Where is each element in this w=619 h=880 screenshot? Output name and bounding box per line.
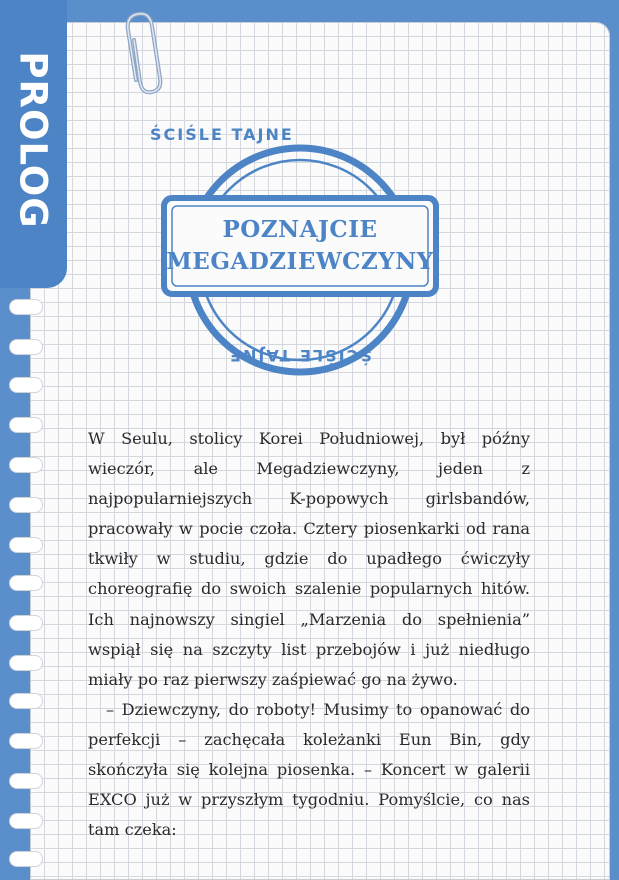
chapter-label: PROLOG xyxy=(11,51,55,229)
binder-hole xyxy=(10,300,42,314)
binder-hole xyxy=(10,616,42,630)
binder-hole xyxy=(10,576,42,590)
binder-hole xyxy=(10,734,42,748)
story-text xyxy=(88,424,530,845)
paragraph: W Seulu, stolicy Korei Południowej, był późny wieczór, ale Megadziewczyny, jeden z najpopularniejszych K-popowych girlsbandów, pracowały w pocie czoła. Cztery piosenkarki od rana tkwiły w studiu, gdzie do upadłego ćwiczyły choreografię do swoich szalenie popularnych hitów. Ich najnowszy singiel „Marzenia do spełnienia” wspiął się na szczyty list przebojów i już niedługo miały po raz pierwszy zaśpiewać go na żywo. xyxy=(88,429,530,689)
stamp-title-line2: MEGADZIEWCZYNY xyxy=(166,248,434,275)
binder-hole xyxy=(10,814,42,828)
stamp-ring-text-bottom: ŚCIŚLE TAJNE xyxy=(228,346,372,365)
binder-hole xyxy=(10,498,42,512)
chapter-tab xyxy=(0,0,67,288)
binder-hole xyxy=(10,378,42,392)
paragraph: – Dziewczyny, do roboty! Musimy to opanować do perfekcji – zachęcała koleżanki Eun Bin, gdy skończyła się kolejna piosenka. – Koncert w galerii EXCO już w przyszłym tygodniu. Pomyślcie, co nas tam czeka: xyxy=(88,699,530,840)
binder-hole xyxy=(10,340,42,354)
binder-hole xyxy=(10,418,42,432)
paperclip-icon xyxy=(118,10,174,98)
binder-hole xyxy=(10,694,42,708)
binder-hole xyxy=(10,852,42,866)
binder-hole xyxy=(10,774,42,788)
top-secret-stamp xyxy=(150,125,450,380)
binder-hole xyxy=(10,538,42,552)
stamp-ring-text-top: ŚCIŚLE TAJNE xyxy=(150,125,294,144)
stamp-title-line1: POZNAJCIE xyxy=(222,216,378,243)
binder-hole xyxy=(10,656,42,670)
binder-hole xyxy=(10,458,42,472)
